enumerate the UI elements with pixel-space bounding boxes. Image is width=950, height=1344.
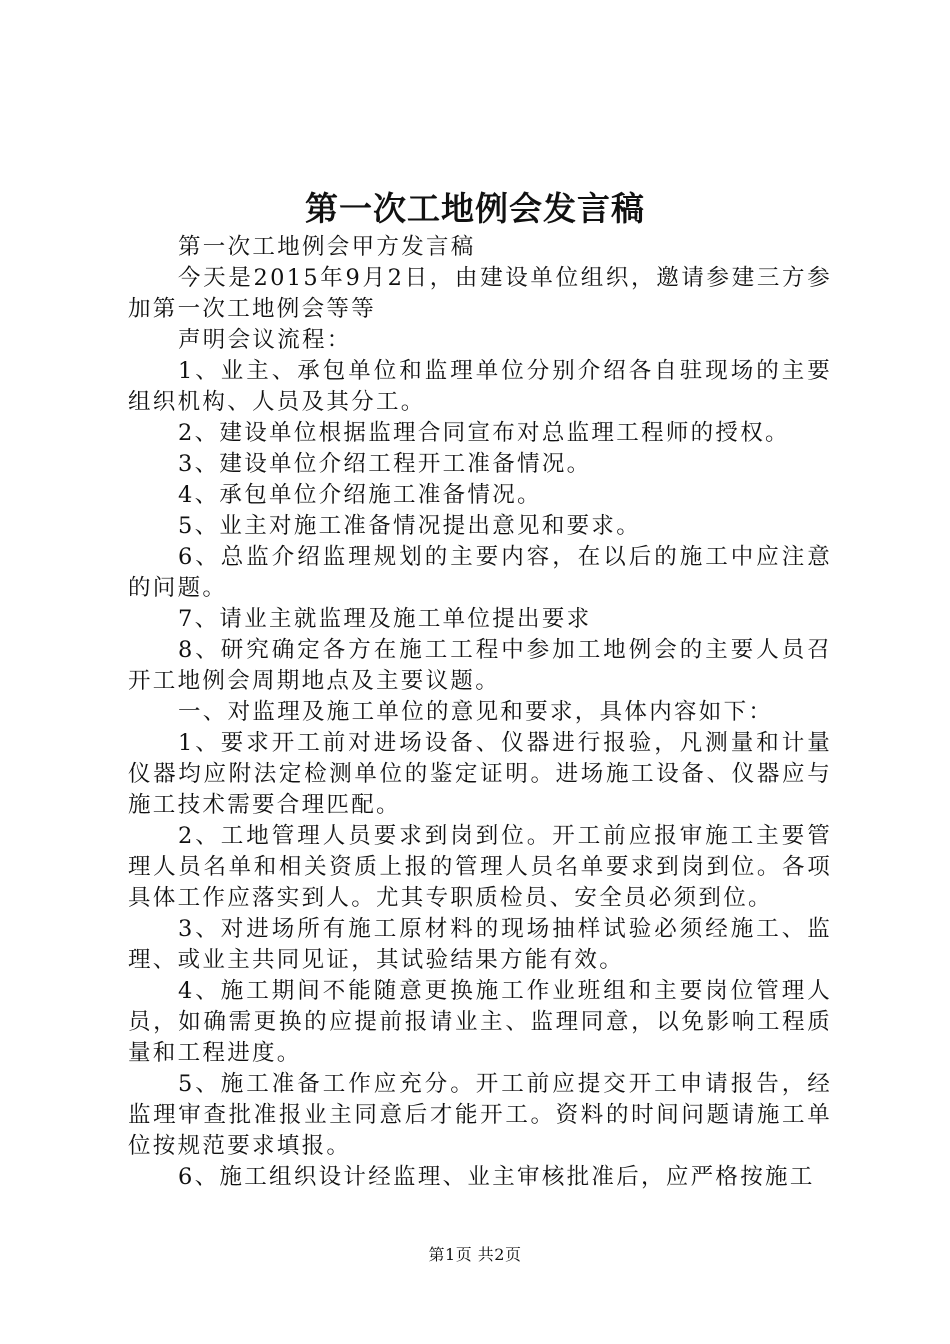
paragraph: 第一次工地例会甲方发言稿 (178, 234, 476, 260)
paragraph: 6、总监介绍监理规划的主要内容，在以后的施工中应注意的问题。 (128, 544, 832, 601)
paragraph: 今天是2015年9月2日，由建设单位组织，邀请参建三方参加第一次工地例会等等 (128, 265, 832, 322)
paragraph: 6、施工组织设计经监理、业主审核批准后，应严格按施工 (178, 1164, 815, 1190)
paragraph: 8、研究确定各方在施工工程中参加工地例会的主要人员召开工地例会周期地点及主要议题。 (128, 637, 832, 694)
paragraph: 5、施工准备工作应充分。开工前应提交开工申请报告，经监理审查批准报业主同意后才能开工。资料的时间问题请施工单位按规范要求填报。 (128, 1071, 832, 1159)
paragraph: 声明会议流程： (178, 327, 352, 353)
document-body (128, 232, 832, 1193)
paragraph: 2、工地管理人员要求到岗到位。开工前应报审施工主要管理人员名单和相关资质上报的管理人员名单要求到岗到位。各项具体工作应落实到人。尤其专职质检员、安全员必须到位。 (128, 823, 832, 911)
paragraph: 一、对监理及施工单位的意见和要求，具体内容如下： (178, 699, 774, 725)
paragraph: 7、请业主就监理及施工单位提出要求 (178, 606, 592, 632)
paragraph: 5、业主对施工准备情况提出意见和要求。 (178, 513, 642, 539)
paragraph: 4、承包单位介绍施工准备情况。 (178, 482, 542, 508)
paragraph: 4、施工期间不能随意更换施工作业班组和主要岗位管理人员，如确需更换的应提前报请业主、监理同意，以免影响工程质量和工程进度。 (128, 978, 832, 1066)
paragraph: 2、建设单位根据监理合同宣布对总监理工程师的授权。 (178, 420, 790, 446)
paragraph: 1、要求开工前对进场设备、仪器进行报验，凡测量和计量仪器均应附法定检测单位的鉴定证明。进场施工设备、仪器应与施工技术需要合理匹配。 (128, 730, 832, 818)
document-title: 第一次工地例会发言稿 (305, 189, 645, 228)
paragraph: 3、对进场所有施工原材料的现场抽样试验必须经施工、监理、或业主共同见证，其试验结果方能有效。 (128, 916, 832, 973)
page-footer: 第1页 共2页 (428, 1245, 522, 1264)
paragraph: 3、建设单位介绍工程开工准备情况。 (178, 451, 592, 477)
paragraph: 1、业主、承包单位和监理单位分别介绍各自驻现场的主要组织机构、人员及其分工。 (128, 358, 832, 415)
